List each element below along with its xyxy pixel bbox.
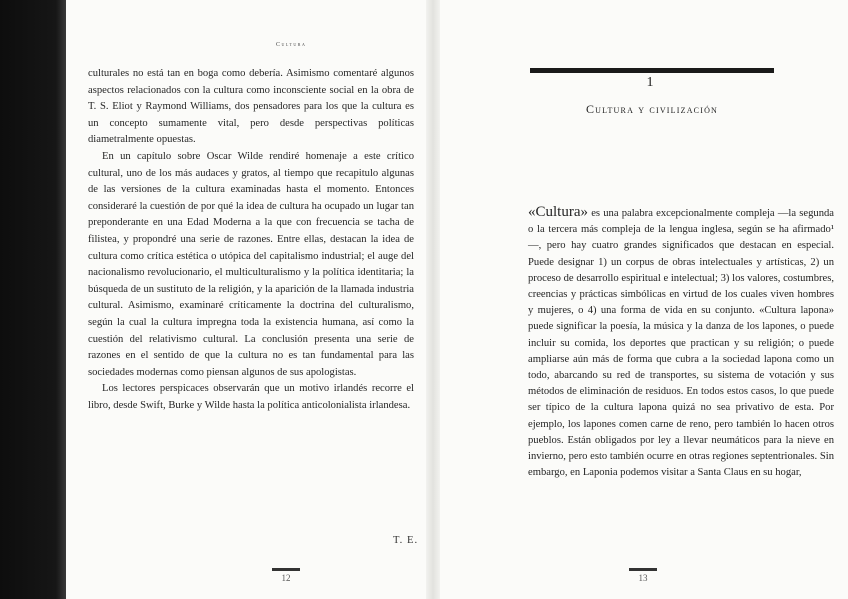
paragraph-body: es una palabra excepcionalmente compleja —la segunda o la tercera más compleja de la lengua inglesa, según se ha afirmado¹—, pero hay cuatro grandes significados que destacan en especial. Puede designar 1) un corpus de obras intelectuales y artísticas, 2) un proceso de desarrollo espiritual e intelectual; 3) los valores, costumbres, creencias y prácticas simbólicas en virtud de los cuales viven hombres y mujeres, o 4) una forma de vida en su conjunto. «Cultura lapona» puede significar la poesía, la música y la danza de los lapones, o puede incluir su comida, los deportes que practican y su religión; o puede ampliarse aún más de forma que cubra a la sociedad lapona como un todo, abarcando su red de transportes, su sistema de votación y sus métodos de eliminación de residuos. En todos estos casos, lo que puede ser típico de la cultura lapona quizá no sea privativo de esta. Por ejemplo, los lapones comen carne de reno, pero también lo hacen otros pueblos. Están obligados por ley a llevar neumáticos para la nieve en invierno, pero esto también ocurre en otras regiones septentrionales. Sin embargo, en Laponia podemos visitar a Santa Claus en su hogar, [528,208,834,479]
chapter-rule [530,68,774,73]
opening-word: «Cultura» [528,204,588,220]
folio-right-number: 13 [638,573,648,583]
right-page [440,0,848,599]
folio-bar [272,568,300,571]
paragraph [528,204,834,481]
page-number-left [266,568,306,583]
chapter-number: 1 [646,75,654,90]
left-body-text [88,66,414,414]
scan-dark-edge [0,0,66,599]
book-gutter [426,0,440,599]
running-head: Cultura [276,42,307,48]
folio-bar [629,568,657,571]
paragraph: culturales no está tan en boga como debería. Asimismo comentaré algunos aspectos relacionados con la cultura como inconsciente social en la obra de T. S. Eliot y Raymond Williams, dos pensadores para los que la cultura es un concepto sumamente vital, pero desde perspectivas políticas diametralmente opuestas. [88,68,414,146]
paragraph: En un capítulo sobre Oscar Wilde rendiré homenaje a este crítico cultural, uno de los más audaces y gratos, al tiempo que recapitulo algunas de las versiones de la cultura examinadas hasta el momento. Entonces consideraré la cuestión de por qué la idea de cultura ha ocupado un lugar tan preponderante en una Edad Moderna a la que con frecuencia se tacha de filistea, y propondré una serie de razones. Entre ellas, destacan la idea de cultura como crítica estética o utópica del capitalismo industrial; el auge del nacionalismo revolucionario, el multiculturalismo y la política identitaria; la búsqueda de un sustituto de la religión, y la aparición de la llamada industria cultural. Asimismo, examinaré críticamente la doctrina del culturalismo, según la cual la cultura impregna toda la existencia humana, así como la cuestión del relativismo cultural. La conclusión presenta una serie de razones en el sentido de que la cultura no es tan fundamental para las sociedades modernas como piensan algunos de sus apologistas. [88,150,414,378]
chapter-title: Cultura y civilización [585,102,719,116]
folio-left-number: 12 [281,573,291,583]
author-initials: T. E. [393,535,419,546]
page-number-right [623,568,663,583]
right-body-text [528,204,834,481]
paragraph: Los lectores perspicaces observarán que un motivo irlandés recorre el libro, desde Swift, Burke y Wilde hasta la política anticolonialista irlandesa. [88,383,414,411]
